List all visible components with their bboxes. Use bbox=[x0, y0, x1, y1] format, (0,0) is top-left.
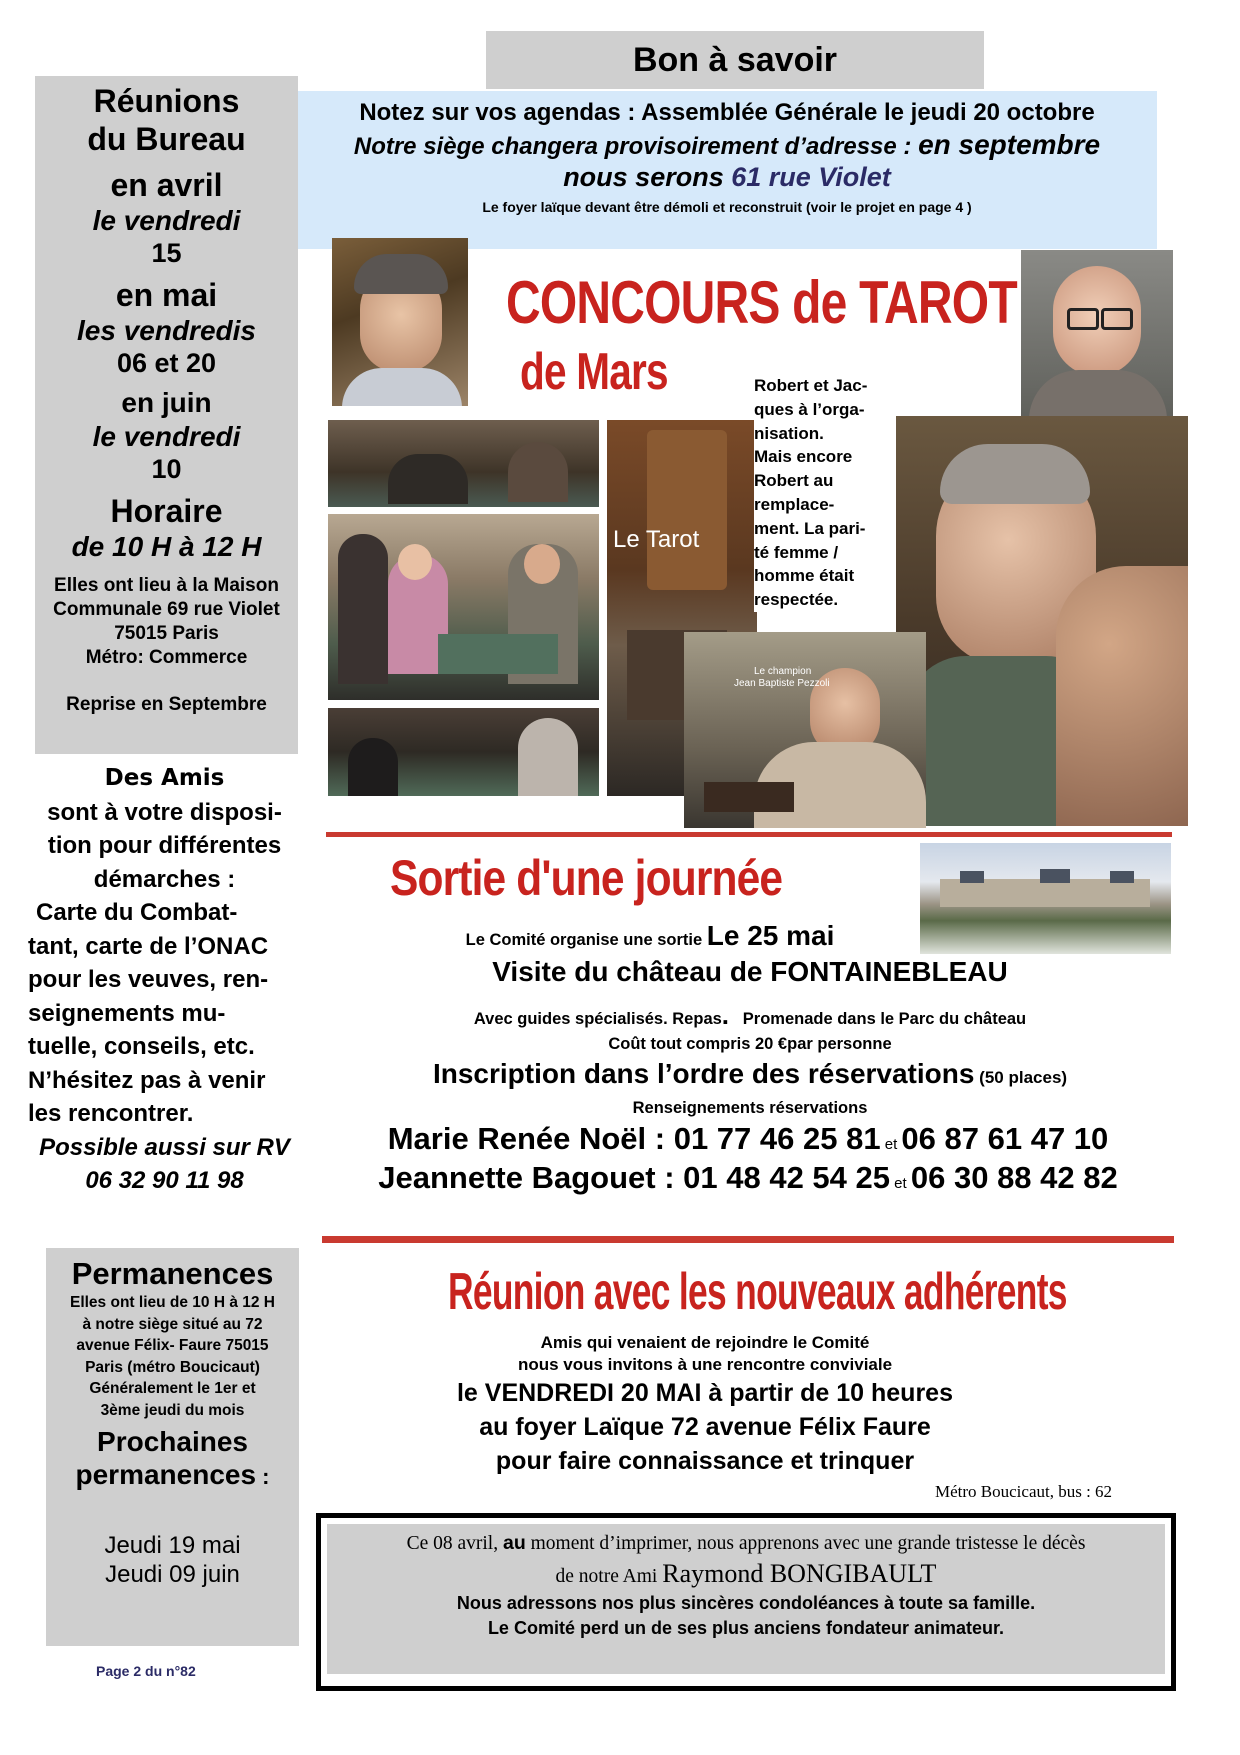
sortie-line-1-text: Le Comité organise une sortie bbox=[465, 931, 707, 949]
bureau-date-3: 10 bbox=[151, 454, 182, 484]
amis-line: sont à votre disposi- bbox=[47, 798, 282, 826]
orga-line: Robert et Jac- bbox=[754, 376, 868, 395]
sortie-line-1 bbox=[330, 920, 970, 952]
amis-line: tuelle, conseils, etc. bbox=[28, 1033, 255, 1060]
permanences-next-1: Prochaines bbox=[97, 1426, 248, 1457]
deces-line-2-a: de notre Ami bbox=[555, 1566, 663, 1587]
reunion-line-3: le VENDREDI 20 MAI à partir de 10 heures bbox=[456, 1379, 953, 1407]
deces-line-1 bbox=[327, 1532, 1165, 1555]
reunion-metro: Métro Boucicaut, bus : 62 bbox=[935, 1482, 1113, 1501]
sortie-date: Le 25 mai bbox=[706, 920, 835, 951]
bureau-hours: de 10 H à 12 H bbox=[71, 531, 262, 562]
bureau-title-1: Réunions bbox=[93, 83, 240, 119]
deces-line-1-b: au bbox=[502, 1532, 526, 1554]
permanences-line: Généralement le 1er et bbox=[89, 1380, 256, 1397]
sortie-line-3-text: Avec guides spécialisés. Repas bbox=[473, 1010, 722, 1028]
amis-line: tion pour différentes bbox=[47, 832, 282, 859]
permanences-colon: : bbox=[256, 1464, 270, 1489]
reunion-line-4: au foyer Laïque 72 avenue Félix Faure bbox=[479, 1413, 931, 1441]
permanences-line: 3ème jeudi du mois bbox=[100, 1401, 245, 1419]
bureau-month-3: en juin bbox=[121, 387, 212, 418]
permanences-line: Paris (métro Boucicaut) bbox=[85, 1358, 260, 1376]
reunion-line-2: nous vous invitons à une rencontre conviviale bbox=[517, 1355, 893, 1374]
bureau-reprise: Reprise en Septembre bbox=[66, 694, 267, 715]
bureau-date-1: 15 bbox=[151, 238, 182, 268]
section-divider bbox=[326, 832, 1172, 837]
tarot-champion-photo bbox=[684, 632, 926, 828]
permanences-line: avenue Félix- Faure 75015 bbox=[76, 1337, 269, 1354]
amis-line: démarches : bbox=[93, 865, 236, 893]
permanences-next-2-text: permanences bbox=[75, 1459, 257, 1490]
contact-2-name: Jeannette Bagouet : 01 48 42 54 25 bbox=[378, 1160, 891, 1195]
tarot-players-closeup-photo bbox=[896, 416, 1188, 826]
notice-line2 bbox=[297, 129, 1157, 161]
tarot-players-photo-1 bbox=[328, 420, 599, 507]
sortie-line-3-dot: . bbox=[721, 1000, 730, 1030]
amis-line: les rencontrer. bbox=[28, 1100, 194, 1127]
tarot-organisation-text bbox=[754, 374, 894, 612]
tarot-title: CONCOURS de TAROT bbox=[506, 269, 1017, 336]
permanences-title: Permanences bbox=[71, 1256, 274, 1291]
orga-line: respectée. bbox=[754, 590, 839, 610]
orga-line: ment. La pari- bbox=[754, 518, 866, 538]
header-title: Bon à savoir bbox=[632, 41, 838, 79]
contact-1-name: Marie Renée Noël : 01 77 46 25 81 bbox=[387, 1121, 881, 1156]
permanences-next-2 bbox=[46, 1458, 299, 1493]
notice-line2-text: Notre siège changera provisoirement d’adresse : bbox=[353, 133, 919, 160]
notice-line1: Notez sur vos agendas : Assemblée Générale le jeudi 20 octobre bbox=[359, 99, 1095, 126]
deces-inner bbox=[327, 1524, 1165, 1674]
contact-2-mobile: 06 30 88 42 82 bbox=[910, 1160, 1118, 1195]
amis-phone: 06 32 90 11 98 bbox=[85, 1167, 244, 1194]
sortie-inscription-text: Inscription dans l’ordre des réservations bbox=[432, 1058, 975, 1089]
deces-line-4: Le Comité perd un de ses plus anciens fondateur animateur. bbox=[487, 1618, 1005, 1638]
amis-block bbox=[22, 762, 307, 1198]
tarot-subtitle: de Mars bbox=[520, 343, 668, 401]
notice-address: 61 rue Violet bbox=[731, 162, 891, 192]
permanences-line: à notre siège situé au 72 bbox=[82, 1315, 263, 1333]
reunion-line-1: Amis qui venaient de rejoindre le Comité bbox=[540, 1333, 870, 1352]
bureau-place-1: Elles ont lieu à la Maison bbox=[54, 575, 279, 596]
bureau-place-4: Métro: Commerce bbox=[85, 647, 248, 668]
bureau-day-3: le vendredi bbox=[92, 421, 241, 452]
orga-line: nisation. bbox=[754, 423, 824, 443]
deces-line-2 bbox=[327, 1559, 1165, 1589]
sortie-cost: Coût tout compris 20 €par personne bbox=[608, 1035, 892, 1053]
amis-line: tant, carte de l’ONAC bbox=[28, 932, 269, 960]
tarot-players-photo-2 bbox=[328, 514, 599, 700]
amis-line: N’hésitez pas à venir bbox=[28, 1066, 266, 1094]
bureau-place-2: Communale 69 rue Violet bbox=[53, 599, 280, 620]
champion-caption-2: Jean Baptiste Pezzoli bbox=[734, 678, 830, 689]
bureau-horaire: Horaire bbox=[110, 493, 223, 529]
amis-rv: Possible aussi sur RV bbox=[39, 1133, 290, 1161]
amis-line: pour les veuves, ren- bbox=[28, 966, 269, 993]
portrait-robert-photo bbox=[332, 238, 468, 406]
deces-line-1-c: moment d’imprimer, nous apprenons avec une grande tristesse le décès bbox=[525, 1533, 1086, 1554]
bureau-title-2: du Bureau bbox=[87, 121, 246, 157]
contact-line-2 bbox=[326, 1160, 1170, 1196]
sortie-title: Sortie d'une journée bbox=[390, 850, 783, 906]
permanences-box bbox=[46, 1248, 299, 1646]
portrait-jacques-photo bbox=[1021, 250, 1173, 422]
tarot-players-photo-3 bbox=[328, 708, 599, 796]
contact-2-et: et bbox=[890, 1175, 911, 1192]
orga-line: remplace- bbox=[754, 494, 835, 514]
contact-1-et: et bbox=[880, 1136, 902, 1153]
reunion-line-5: pour faire connaissance et trinquer bbox=[495, 1447, 915, 1475]
header-box bbox=[486, 31, 984, 89]
sortie-visit: Visite du château de FONTAINEBLEAU bbox=[492, 956, 1008, 987]
sortie-places: (50 places) bbox=[974, 1068, 1068, 1087]
orga-line: Mais encore bbox=[754, 447, 853, 467]
orga-line: ques à l’orga- bbox=[754, 399, 865, 419]
deces-box bbox=[316, 1513, 1176, 1691]
notice-line2-em: en septembre bbox=[918, 129, 1101, 160]
notice-line3-text: nous serons bbox=[563, 162, 732, 192]
contact-line-1 bbox=[326, 1121, 1170, 1157]
contact-1-mobile: 06 87 61 47 10 bbox=[901, 1121, 1109, 1156]
bureau-day-1: le vendredi bbox=[92, 205, 241, 236]
bureau-month-2: en mai bbox=[115, 277, 218, 313]
deces-line-3: Nous adressons nos plus sincères condoléances à toute sa famille. bbox=[456, 1593, 1036, 1613]
bureau-month-1: en avril bbox=[110, 167, 223, 203]
orga-line: té femme / bbox=[754, 542, 839, 562]
notice-line3 bbox=[297, 162, 1157, 193]
bureau-place-3: 75015 Paris bbox=[114, 623, 219, 644]
bureau-box bbox=[35, 76, 298, 754]
section-divider bbox=[322, 1236, 1174, 1243]
deces-line-1-a: Ce 08 avril, bbox=[406, 1533, 503, 1554]
sortie-renseignements: Renseignements réservations bbox=[632, 1099, 868, 1117]
amis-line: Carte du Combat- bbox=[36, 899, 238, 926]
amis-title: Des Amis bbox=[104, 765, 225, 791]
permanences-date-2: Jeudi 09 juin bbox=[105, 1561, 240, 1588]
footer-page-number: Page 2 du n°82 bbox=[96, 1663, 196, 1679]
notice-line4: Le foyer laïque devant être démoli et reconstruit (voir le projet en page 4 ) bbox=[482, 199, 972, 215]
permanences-line: Elles ont lieu de 10 H à 12 H bbox=[69, 1294, 276, 1311]
orga-line: homme était bbox=[754, 566, 855, 586]
bureau-date-2: 06 et 20 bbox=[116, 348, 217, 378]
sortie-line-3-more: Promenade dans le Parc du château bbox=[729, 1010, 1027, 1028]
orga-line: Robert au bbox=[754, 471, 834, 491]
tarot-photo-caption: Le Tarot bbox=[613, 526, 700, 553]
sortie-inscription bbox=[330, 1058, 1170, 1090]
amis-line: seignements mu- bbox=[28, 999, 226, 1027]
bureau-day-2: les vendredis bbox=[77, 315, 256, 346]
notice-box bbox=[297, 91, 1157, 249]
champion-caption-1: Le champion bbox=[754, 666, 812, 677]
reunion-title: Réunion avec les nouveaux adhérents bbox=[448, 1263, 1067, 1321]
permanences-date-1: Jeudi 19 mai bbox=[104, 1532, 241, 1559]
deces-name: Raymond BONGIBAULT bbox=[662, 1559, 937, 1588]
sortie-line-3 bbox=[330, 1000, 1170, 1031]
